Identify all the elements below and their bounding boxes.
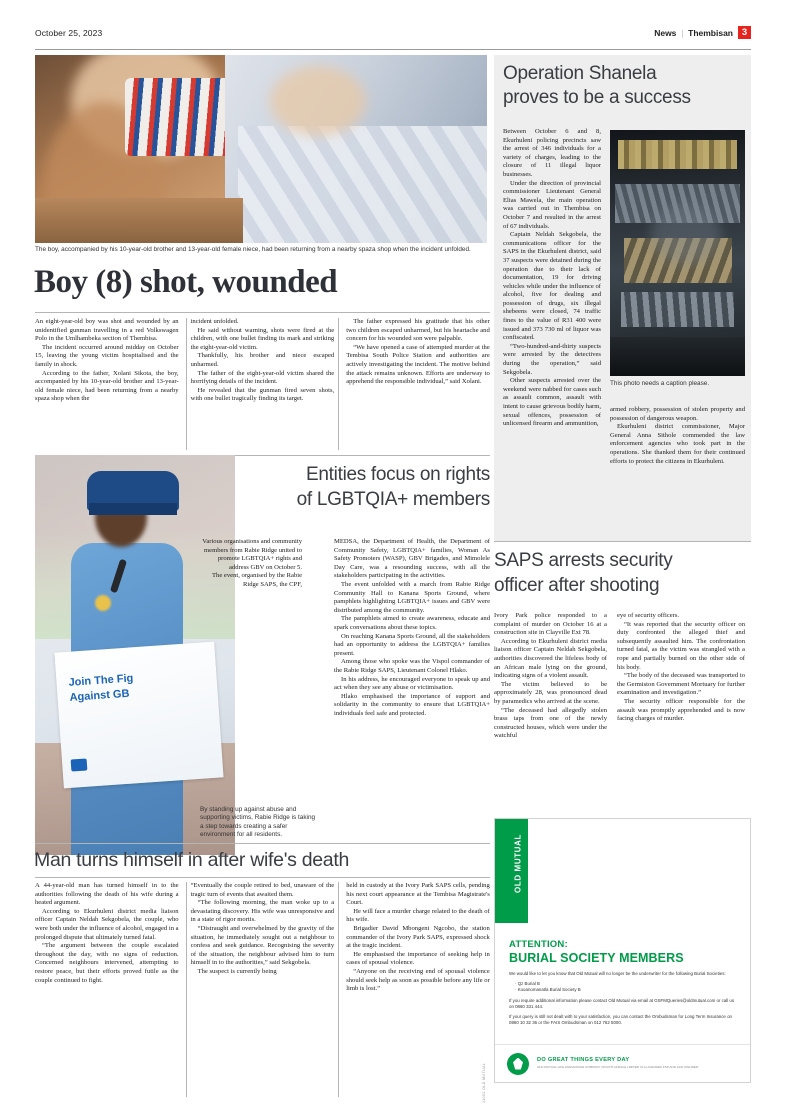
lead-story-body: [35, 318, 490, 453]
man-col-rule-2: [338, 882, 339, 1097]
lead-col-rule-1: [186, 318, 187, 450]
saps-col-2: eye of security officers. “It was reported that the security officer on duty confronted the alleged thief and subsequently assaulted him. The confrontation turned fatal, as the victim was strangled with a rope and partially burned on the other side of his body. “The body of the deceased was transported to the Germiston Government Mortuary for further examination and investigation.” The security officer responsible for the assault was promptly apprehended and is now facing charges of murder.: [617, 612, 745, 723]
saps-logo-icon: [71, 758, 88, 771]
lead-col-rule-2: [338, 318, 339, 450]
operation-shanela-photo: [610, 130, 745, 376]
advert-legal-text: OLD MUTUAL LIFE ASSURANCE COMPANY (SOUTH AFRICA) LIMITED IS A LICENSED FSP AND LIFE INSURER.: [537, 1065, 699, 1070]
old-mutual-advert[interactable]: [494, 818, 751, 1083]
man-col-2: “Eventually the couple retired to bed, unaware of the tragic turn of events that awaited them. “The following morning, the man woke up to a devastating discovery. His wife was unresponsive and in a state of rigor mortis. “Distraught and overwhelmed by the gravity of the situation, he immediately sought out a neighbour to confess and seek guidance. Recognising the severity of the situation, the neighbour advised him to turn himself in to the authorities,” said Sekgobela. The suspect is currently being: [190, 882, 335, 975]
lead-col-1: An eight-year-old boy was shot and wounded by an unidentified gunman travelling in a red Volkswagen Polo in the Umlhambeka section of Thembisa. The incident occurred around midday on October 15, leaving the young victim hospitalised and the family in shock. According to the father, Xolani Sikota, the boy, accompanied by his 10-year-old brother and 13-year-old female niece, had been returning from a nearby spaza shop when the: [35, 318, 179, 403]
advert-footer: [495, 1044, 750, 1082]
operation-shanela-headline-line2: proves to be a success: [503, 87, 691, 108]
advert-slogan: DO GREAT THINGS EVERY DAY: [537, 1057, 630, 1064]
saps-story-headline: [494, 548, 749, 598]
operation-shanela-headline-line1: Operation Shanela: [503, 63, 657, 84]
advert-attention-label: ATTENTION:: [509, 939, 568, 950]
saps-col-1: Ivory Park police responded to a complaint of murder on October 16 at a construction site in Clayville Ext 78. According to Ekurhuleni district media liaison officer Captain Neldah Sekgobela, authorities discovered the lifeless body of an African male lying on the ground, indicating signs of a violent assault. The victim believed to be approximately 28, was pronounced dead by paramedics who arrived at the scene. “The deceased had allegedly stolen brass taps from one of the newly constructed houses, which were under the watchful: [494, 612, 607, 740]
man-story-headline: Man turns himself in after wife's death: [34, 849, 350, 871]
lgbt-headline-line1: Entities focus on rights: [306, 464, 490, 485]
lead-story-headline: Boy (8) shot, wounded: [34, 264, 338, 300]
man-col-1: A 44-year-old man has turned himself in to the authorities following the death of his wife during a heated argument. According to Ekurhuleni district media liaison officer Captain Neldah Sekgobela, the couple, who were both under the influence of alcohol, engaged in a prolonged dispute that ultimately turned fatal. “The argument between the couple escalated throughout the day, with no signs of reduction. Concerned neighbours intervened, attempting to restore peace, but their efforts proved futile as the couple continued to fight.: [35, 882, 179, 984]
lead-col-2: incident unfolded. He said without warning, shots were fired at the children, with one bullet finding its mark and striking the eight-year-old victim. Thankfully, his brother and niece escaped unharmed. The father of the eight-year-old victim shared the horrifying details of the incident. He revealed that the gunman fired seven shots, with one bullet tragically finding its target.: [190, 318, 335, 403]
masthead-right-group: [654, 28, 751, 39]
saps-headline-line2: officer after shooting: [494, 575, 660, 596]
advert-society-item: · Kooanomanatla Burial Society B: [515, 987, 737, 993]
lead-col-3: The father expressed his gratitude that his other two children escaped unharmed, but his heartache and concern for his wounded son were palpable. “We have opened a case of attempted murder at the Tembisa South Police Station and authorities are actively investigating the incident. The motive behind the attack remains unknown. Efforts are underway to apprehend the responsible individual,” said Xolani.: [346, 318, 490, 386]
masthead-section: News: [654, 28, 677, 38]
rule-above-lead-text: [35, 312, 490, 313]
rule-above-saps: [494, 541, 751, 542]
old-mutual-logo-block: [495, 819, 528, 923]
masthead-date: October 25, 2023: [35, 28, 103, 38]
lgbt-story-photo: [35, 455, 235, 855]
page-number-badge: 3: [738, 26, 751, 39]
advert-society-item: · Qz Burial B: [515, 981, 737, 987]
lgbt-headline-line2: of LGBTQIA+ members: [296, 489, 490, 510]
advert-society-list: [515, 981, 737, 993]
man-col-rule-1: [186, 882, 187, 1097]
advert-contact-paragraph: If you require additional information please contact Old Mutual via email at GSFMQueries@oldmutual.com or call us on 0860 331 444.: [509, 997, 735, 1009]
masthead-paper-name: Thembisan: [688, 28, 733, 38]
advert-ombudsman-paragraph: If your query is still not dealt with to your satisfaction, you can contact the Ombudsman for Long Term Insurance on 0860 10 32 36 or the FAIS Ombudsman on 012 762 5000.: [509, 1014, 732, 1026]
masthead-divider: |: [681, 28, 684, 38]
operation-shanela-photo-caption: This photo needs a caption please.: [610, 380, 710, 387]
masthead: [35, 28, 751, 50]
advert-title: BURIAL SOCIETY MEMBERS: [509, 951, 684, 965]
advert-body: [509, 971, 737, 1030]
old-mutual-brand-text: OLD MUTUAL: [513, 834, 523, 893]
operation-shanela-headline: [503, 62, 748, 110]
lgbt-col-1: Various organisations and community members from Rabie Ridge united to promote LGBTQIA+ rights and address GBV on October 5. The event, organised by the Rabie Ridge SAPS, the CPF,: [202, 538, 302, 588]
old-mutual-shield-icon: [507, 1053, 529, 1075]
lead-story-photo: [35, 55, 487, 243]
placard-line-2: Against GB: [69, 687, 130, 704]
man-col-3: held in custody at the Ivory Park SAPS cells, pending his next court appearance at the Tembisa Magistrate's Court. He will face a murder charge related to the death of his wife. Brigadier David Mbongeni Ngcobo, the station commander of the Ivory Park SAPS, expressed shock at the tragic incident. He emphasised the importance of seeking help in cases of spousal violence. “Anyone on the receiving end of spousal violence should seek help as soon as possible before any life or limb is lost.”: [346, 882, 490, 993]
lead-photo-caption: The boy, accompanied by his 10-year-old brother and 13-year-old female niece, had been returning from a nearby spaza shop when the incident unfolded.: [35, 246, 471, 253]
saps-headline-line1: SAPS arrests security: [494, 550, 673, 571]
lgbt-col-2: MEDSA, the Department of Health, the Department of Community Safety, LGBTQIA+ families, Woman As Safety Promoters (WASP), GBV Brigades, and Mimolele Day Care, was a resounding success, with all the stakeholders participating in the activities. The event unfolded with a march from Rabie Ridge Community Hall to Kanana Sports Ground, where pamphlets highlighting LGBTQIA+ issues and GBV were distributed among the community. The pamphlets aimed to create awareness, educate and spark conversations about these topics. On reaching Kanana Sports Ground, all the stakeholders had an opportunity to address the LGBTQIA+ families present. Among those who spoke was the Vispol commander of the Rabie Ridge SAPS, Lieutenant Colonel Hlako. In his address, he encouraged everyone to speak up and act when they see any abuse or victimisation. Hlako emphasised the importance of support and solidarity in the community to ensure that LGBTQIA+ individuals feel safe and protected.: [334, 538, 490, 717]
operation-shanela-col-1: Between October 6 and 8, Ekurhuleni policing precincts saw the arrest of 346 individuals for a variety of charges, leading to the closure of 11 illegal liquor businesses. Under the direction of provincial commissioner Lieutenant General Elias Mawela, the main operation was carried out in Thembisa on October 7 and resulted in the arrest of 67 individuals. Captain Neldah Sekgobela, the communications officer for the SAPS in the Ekurhuleni district, said 37 suspects were detained during the operation due to their lack of documentation, 19 for driving vehicles while under the influence of alcohol, five for dealing and possession of drugs, six illegal shebeens were closed, 74 traffic fines to the value of R31 400 were issued and 373 730 ml of liquor was confiscated. “Two-hundred-and-thirty suspects were arrested by the detectives during the operation,” said Sekgobela. Other suspects arrested over the weekend were nabbed for cases such as assault common, assault with intent to cause grievous bodily harm, sexual offences, possession of unlicensed firearm and ammunition,: [503, 128, 601, 428]
placard-line-1: Join The Fig: [68, 672, 134, 689]
rule-below-man-headline: [35, 877, 490, 878]
operation-shanela-col-2: armed robbery, possession of stolen property and possession of dangerous weapon. Ekurhuleni district commissioner, Major General Anna Sithole commended the law enforcement agencies who took part in the operations. She thanked them for their continued efforts to protect the citizens in Ekurhuleni.: [610, 406, 745, 465]
lgbt-photo-caption: By standing up against abuse and supporting victims, Rabie Ridge is taking a step towards creating a safer environment for all residents.: [200, 806, 316, 839]
advert-intro: We would like to let you know that Old Mutual will no longer be the underwriter for the following Burial Societies:: [509, 971, 726, 976]
rule-above-man-story: [35, 843, 490, 844]
man-story-body: [35, 882, 490, 1102]
advert-side-code: 11002 OLD MUTUAL: [482, 1062, 486, 1103]
